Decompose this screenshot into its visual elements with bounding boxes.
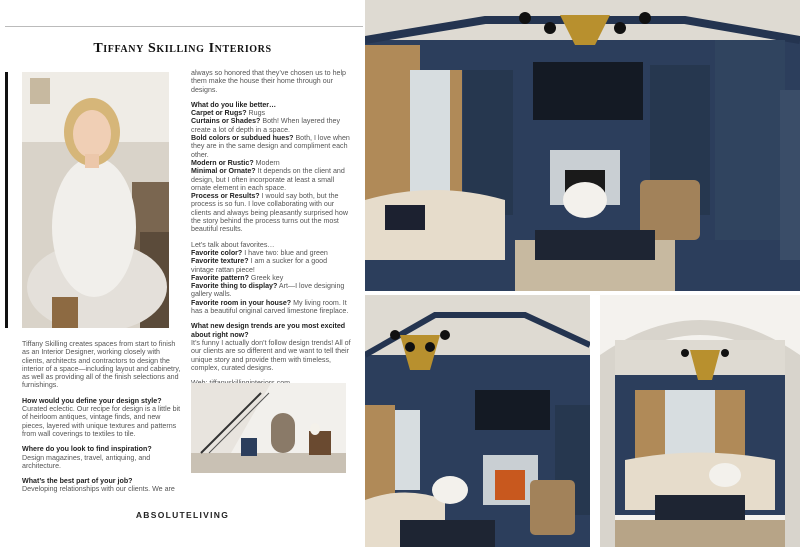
question: Where do you look to find inspiration?	[22, 445, 152, 454]
fav-question: Favorite room in your house?	[191, 298, 292, 307]
fav-answer: Art—I love designing gallery walls.	[191, 282, 345, 299]
answer: It’s funny I actually don’t follow design trends! All of our clients are so different and we want to tell their unique story and provide them with timeless, complex, curated designs.	[191, 338, 351, 372]
pref-answer: Both! When layered they create a lot of depth in a space.	[191, 117, 341, 134]
pref-answer: Both, I love when they are in the same design and compliment each other.	[191, 134, 350, 159]
pref-question: Curtains or Shades?	[191, 117, 261, 126]
qa-trends	[191, 322, 351, 372]
fav-answer: My living room. It has a beautiful original carved limestone fireplace.	[191, 298, 349, 316]
favorites-block	[191, 241, 351, 316]
fav-question: Favorite thing to display?	[191, 282, 278, 291]
qa-design-style	[22, 397, 182, 438]
pref-answer: I would say both, but the process is so fun. I love collaborating with our clients and always being pleasantly surprised how the story behind the process turns out the most beautiful results.	[191, 192, 348, 234]
fireplace-photo	[365, 295, 590, 547]
fav-question: Favorite texture?	[191, 257, 249, 266]
fav-question: Favorite pattern?	[191, 273, 249, 282]
pref-question: Minimal or Ornate?	[191, 167, 256, 176]
article-page	[0, 0, 365, 547]
answer: Curated eclectic. Our recipe for design is a little bit of heirloom antiques, vintage finds, and new pieces, layered with unique textures and patterns from wall coverings to textiles to tile.	[22, 405, 181, 438]
question: What’s the best part of your job?	[22, 477, 133, 486]
living-room-photo	[365, 0, 800, 291]
article-title: Tiffany Skilling Interiors	[93, 41, 272, 56]
preferences-block	[191, 101, 351, 234]
intro-paragraph: Tiffany Skilling creates spaces from start to finish as an Interior Designer, working closely with clients, architects and contractors to design the interior of a space—including layout and cabinetry, as well as providing all of the finish selections and furnishings.	[22, 340, 181, 390]
designer-portrait	[22, 72, 169, 328]
answer-continued: always so honored that they’ve chosen us to help them make the house their home through our designs.	[191, 69, 346, 94]
fav-answer: I am a sucker for a good vintage rattan piece!	[191, 257, 328, 274]
top-rule	[5, 26, 363, 27]
fav-question: Favorite color?	[191, 248, 243, 257]
qa-best-part	[22, 477, 182, 494]
answer: Developing relationships with our clients. We are	[22, 485, 175, 494]
pref-answer: Modern	[253, 158, 280, 167]
pref-question: Bold colors or subdued hues?	[191, 134, 294, 143]
pref-answer: Rugs	[246, 109, 266, 118]
question: What do you like better…	[191, 100, 277, 109]
pref-question: Modern or Rustic?	[191, 158, 254, 167]
pref-question: Carpet or Rugs?	[191, 109, 247, 118]
pref-answer: It depends on the client and design, but I often incorporate at least a small ornate element in each space.	[191, 167, 345, 192]
qa-inspiration	[22, 445, 182, 470]
accent-bar	[5, 72, 8, 328]
text-column-1	[22, 340, 182, 501]
question: How would you define your design style?	[22, 396, 162, 405]
answer: Design magazines, travel, antiquing, and architecture.	[22, 453, 151, 470]
pref-question: Process or Results?	[191, 192, 260, 201]
fav-answer: Greek key	[248, 273, 284, 282]
question: What new design trends are you most excited about right now?	[191, 322, 346, 339]
magazine-brand: ABSOLUTELIVING	[135, 510, 230, 520]
fav-answer: I have two: blue and green	[242, 248, 328, 257]
favorites-intro: Let’s talk about favorites…	[191, 240, 275, 249]
staircase-photo	[191, 383, 346, 473]
text-column-2	[191, 69, 351, 403]
doorway-photo	[600, 295, 800, 547]
